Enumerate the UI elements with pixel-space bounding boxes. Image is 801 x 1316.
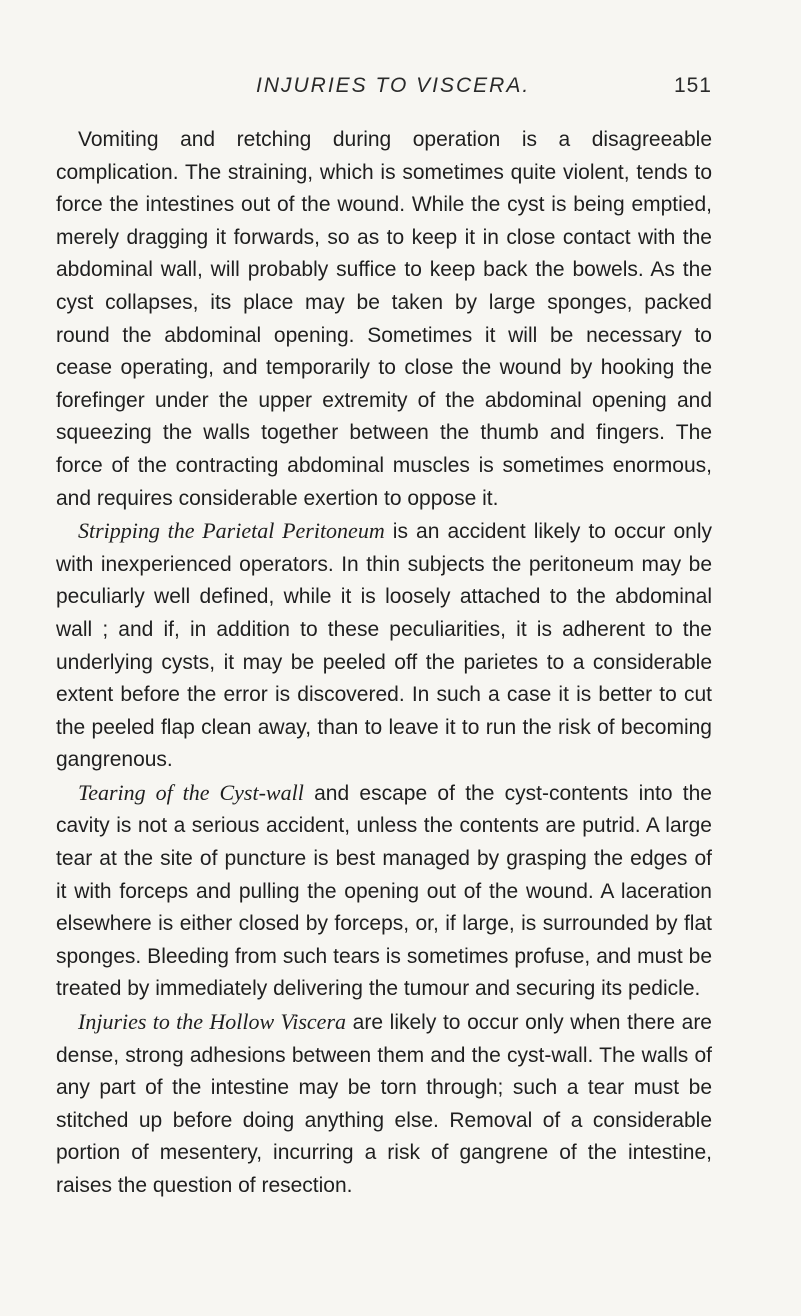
book-page [56, 0, 756, 1316]
paragraph-text: and escape of the cyst-contents into the cavity is not a serious accident, unless the contents are putrid. A large tear at the site of puncture is best managed by grasping the edges of it with forceps and pulling the opening out of the wound. A laceration elsewhere is either closed by forceps, or, if large, is surrounded by flat sponges. Bleeding from such tears is sometimes profuse, and must be treated by immediately delivering the tumour and securing its pedicle. [56, 781, 712, 1001]
paragraph-hollow-viscera [56, 1006, 712, 1203]
paragraph-lead: Tearing of the Cyst-wall [78, 779, 304, 805]
chapter-running-title: INJURIES TO VISCERA. [256, 74, 531, 97]
paragraph-text: is an accident likely to occur only with inexperienced operators. In thin subjects the peritoneum may be peculiarly well defined, while it is loosely attached to the abdominal wall ; and if, in addition to these peculiarities, it is adherent to the underlying cysts, it may be peeled off the parietes to a considerable extent before the error is discovered. In such a case it is better to cut the peeled flap clean away, than to leave it to run the risk of becoming gangrenous. [56, 520, 712, 772]
paragraph-text: are likely to occur only when there are dense, strong adhesions between them and the cyst-wall. The walls of any part of the intestine may be torn through; such a tear must be stitched up before doing anything else. Removal of a considerable portion of mesentery, incurring a risk of gangrene of the intestine, raises the question of resection. [56, 1011, 712, 1197]
paragraph-tearing-cyst-wall [56, 777, 712, 1006]
paragraph-stripping-peritoneum [56, 515, 712, 777]
paragraph-vomiting [56, 123, 712, 515]
paragraph-lead: Injuries to the Hollow Viscera [78, 1009, 347, 1035]
paragraph-lead: Stripping the Parietal Peritoneum [78, 518, 385, 544]
running-head [56, 74, 712, 104]
body-text [56, 123, 712, 1203]
paragraph-text: Vomiting and retching during operation is a disagreeable complication. The straining, which is sometimes quite violent, tends to force the intestines out of the wound. While the cyst is being emptied, merely dragging it forwards, so as to keep it in close contact with the abdominal wall, will probably suffice to keep back the bowels. As the cyst collapses, its place may be taken by large sponges, packed round the abdominal opening. Sometimes it will be necessary to cease operating, and temporarily to close the wound by hooking the forefinger under the upper extremity of the abdominal opening and squeezing the walls together between the thumb and fingers. The force of the contracting abdominal muscles is sometimes enormous, and requires considerable exertion to oppose it. [56, 128, 712, 510]
page-number: 151 [673, 74, 712, 97]
